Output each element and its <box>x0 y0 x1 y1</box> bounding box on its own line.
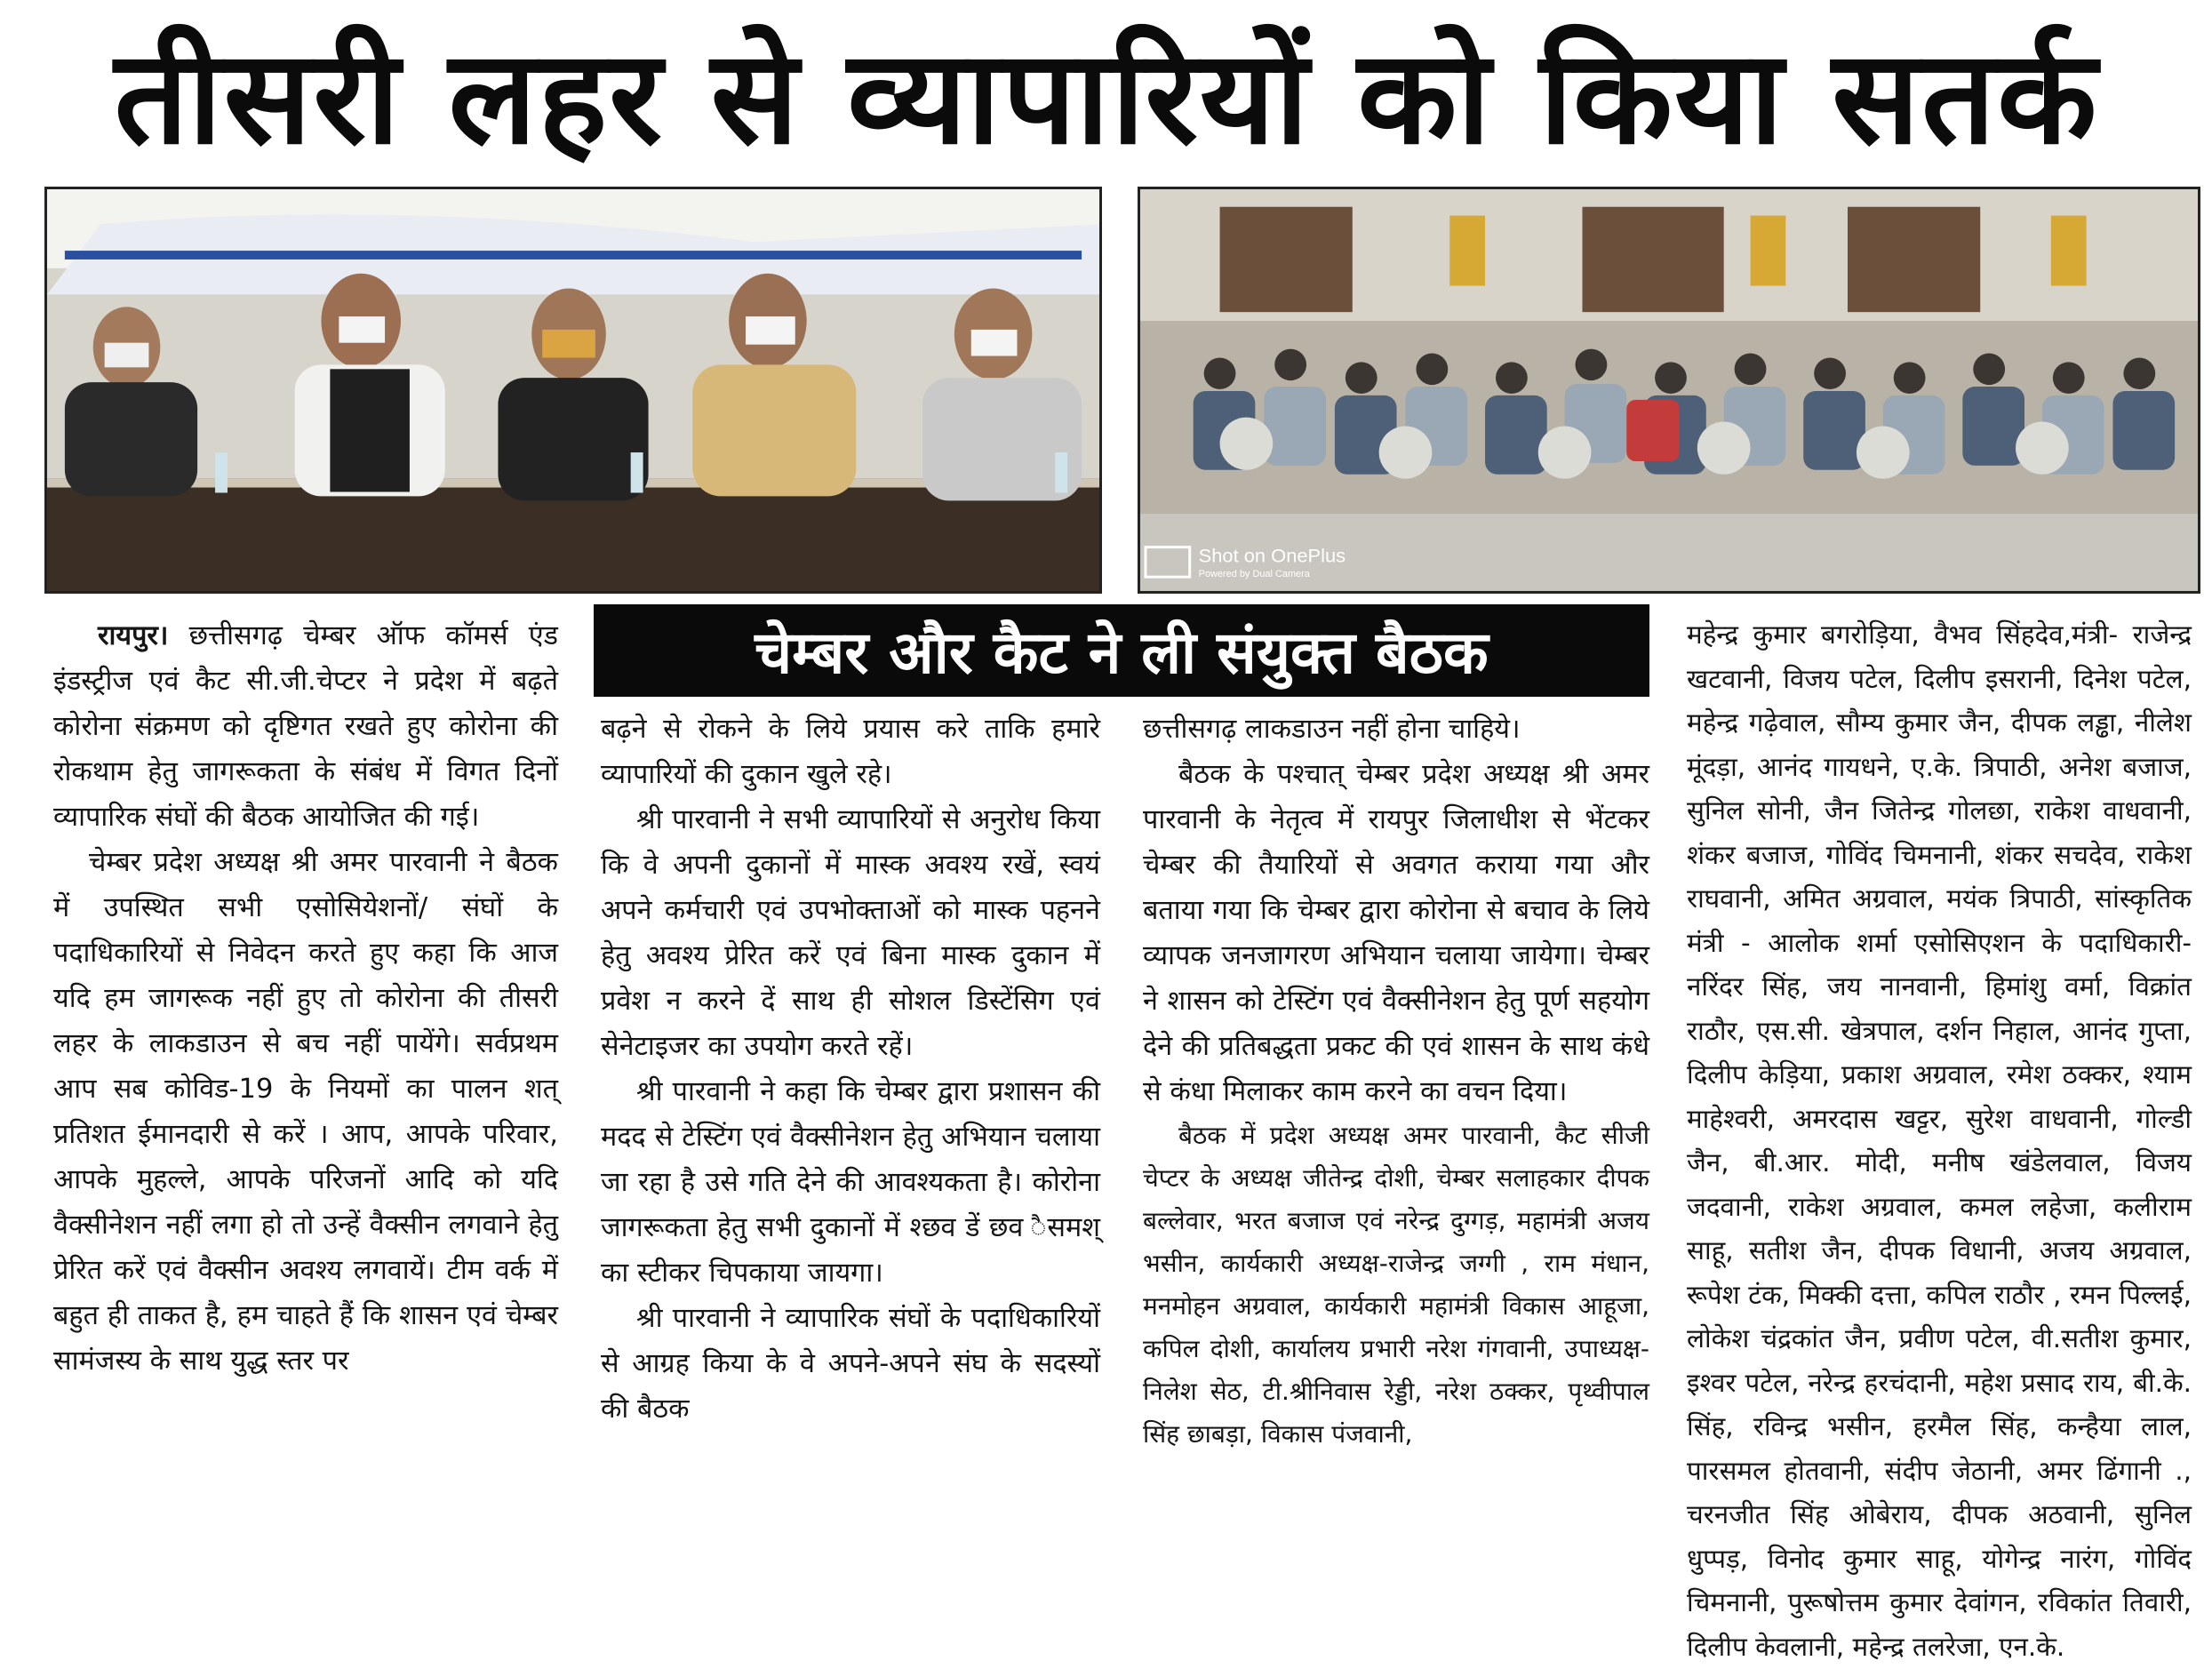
paragraph: महेन्द्र कुमार बगरोड़िया, वैभव सिंहदेव,मंत्री- राजेन्द्र खटवानी, विजय पटेल, दिलीप इसरानी, दिनेश पटेल, महेन्द्र गढ़ेवाल, सौम्य कुमार जैन, दीपक लड्ढा, नीलेश मूंदड़ा, आनंद गायधने, ए.के. त्रिपाठी, अनेश बजाज, सुनिल सोनी, जैन जितेन्द्र गोलछा, राकेश वाधवानी, शंकर बजाज, गोविंद चिमनानी, शंकर सचदेव, राकेश राघवानी, अमित अग्रवाल, मयंक त्रिपाठी, सांस्कृतिक मंत्री - आलोक शर्मा एसोसिएशन के पदाधिकारी- नरिंदर सिंह, जय नानवानी, हिमांशु वर्मा, विक्रांत राठौर, एस.सी. खेत्रपाल, दर्शन निहाल, आनंद गुप्ता, दिलीप केड़िया, प्रकाश अग्रवाल, रमेश ठक्कर, श्याम माहेश्वरी, अमरदास खट्टर, सुरेश वाधवानी, गोल्डी जैन, बी.आर. मोदी, मनीष खंडेलवाल, विजय जदवानी, राकेश अग्रवाल, कमल लहेजा, कलीराम साहू, सतीश जैन, दीपक विधानी, अजय अग्रवाल, रूपेश टंक, मिक्की दत्ता, कपिल राठौर , रमन पिल्लई, लोकेश चंद्रकांत जैन, प्रवीण पटेल, वी.सतीश कुमार, इश्वर पटेल, नरेन्द्र हरचंदानी, महेश प्रसाद राय, बी.के. सिंह, रविन्द्र भसीन, हरमैल सिंह, कन्हैया लाल, पारसमल होतवानी, संदीप जेठानी, अमर ढिंगानी ., चरनजीत सिंह ओबेराय, दीपक अठवानी, सुनिल धुप्पड़, विनोद कुमार साहू, योगेन्द्र नारंग, गोविंद चिमनानी, पुरूषोत्तम कुमार देवांगन, रविकांत तिवारी, दिलीप केवलानी, महेन्द्र तलरेजा, एन.के. <box>1687 619 2192 1662</box>
paragraph: श्री पारवानी ने सभी व्यापारियों से अनुरोध किया कि वे अपनी दुकानों में मास्क अवश्य रखें, स्वयं अपने कर्मचारी एवं उपभोक्ताओं को मास्क पहनने हेतु अवश्य प्रेरित करें एवं बिना मास्क दुकान में प्रवेश न करने दें साथ ही सोशल डिस्टेंसिग एवं सेनेटाइजर का उपयोग करते रहें। <box>601 804 1100 1062</box>
article-column-1 <box>53 613 558 1612</box>
paragraph: चेम्बर प्रदेश अध्यक्ष श्री अमर पारवानी ने बैठक में उपस्थित सभी एसोसियेशनों/ संघों के पदाधिकारियों से निवेदन करते हुए कहा कि आज यदि हम जागरूक नहीं हुए तो कोरोना की तीसरी लहर के लाकडाउन से बच नहीं पायेंगे। सर्वप्रथम आप सब कोविड-19 के नियमों का पालन शत् प्रतिशत ईमानदारी से करें । आप, आपके परिवार, आपके मुहल्ले, आपके परिजनों आदि को यदि वैक्सीनेशन नहीं लगा हो तो उन्हें वैक्सीन लगवाने हेतु प्रेरित करें एवं वैक्सीन अवश्य लगवायें। टीम वर्क में बहुत ही ताकत है, हम चाहते हैं कि शासन एवं चेम्बर सामंजस्य के साथ युद्ध स्तर पर <box>53 847 558 1377</box>
headline: तीसरी लहर से व्यापारियों को किया सतर्क <box>114 21 2099 173</box>
article-column-4 <box>1687 613 2192 1662</box>
paragraph: बढ़ने से रोकने के लिये प्रयास करे ताकि हमारे व्यापारियों की दुकान खुले रहे। <box>601 714 1100 790</box>
paragraph: छत्तीसगढ़ लाकडाउन नहीं होना चाहिये। <box>1143 714 1521 745</box>
audience-photo <box>1138 187 2200 594</box>
paragraph: बैठक के पश्चात् चेम्बर प्रदेश अध्यक्ष श्री अमर पारवानी के नेतृत्व में रायपुर जिलाधीश से भेंटकर चेम्बर की तैयारियों से अवगत कराया गया और बताया गया कि चेम्बर द्वारा कोरोना से बचाव के लिये व्यापक जनजागरण अभियान चलाया जायेगा। चेम्बर ने शासन को टेस्टिंग एवं वैक्सीनेशन हेतु पूर्ण सहयोग देने की प्रतिबद्धता प्रकट की एवं शासन के साथ कंधे से कंधा मिलाकर काम करने का वचन दिया। <box>1143 759 1649 1107</box>
paragraph: रायपुर। छत्तीसगढ़ चेम्बर ऑफ कॉमर्स एंड इंडस्ट्रीज एवं कैट सी.जी.चेप्टर ने प्रदेश में बढ़ते कोरोना संक्रमण को दृष्टिगत रखते हुए कोरोना की रोकथाम हेतु जागरूकता के संबंध में विगत दिनों व्यापारिक संघों की बैठक आयोजित की गई। <box>53 620 558 833</box>
dateline: रायपुर। <box>98 620 169 651</box>
paragraph: बैठक में प्रदेश अध्यक्ष अमर पारवानी, कैट सीजी चेप्टर के अध्यक्ष जीतेन्द्र दोशी, चेम्बर सलाहकार दीपक बल्लेवार, भरत बजाज एवं नरेन्द्र दुग्गड़, महामंत्री अजय भसीन, कार्यकारी अध्यक्ष-राजेन्द्र जग्गी , राम मंधान, मनमोहन अग्रवाल, कार्यकारी महामंत्री विकास आहूजा, कपिल दोशी, कार्यालय प्रभारी नरेश गंगवानी, उपाध्यक्ष-निलेश सेठ, टी.श्रीनिवास रेड्डी, नरेश ठक्कर, पृथ्वीपाल सिंह छाबड़ा, विकास पंजवानी, <box>1143 1121 1649 1449</box>
article-column-2 <box>601 707 1100 1612</box>
paragraph: श्री पारवानी ने कहा कि चेम्बर द्वारा प्रशासन की मदद से टेस्टिंग एवं वैक्सीनेशन हेतु अभियान चलाया जा रहा है उसे गति देने की आवश्यकता है। कोरोना जागरूकता हेतु सभी दुकानों में श्छव डें छव ैसमश् का स्टीकर चिपकाया जायगा। <box>601 1076 1100 1289</box>
audience-image <box>1140 189 2198 591</box>
press-conference-photo <box>44 187 1102 594</box>
watermark-text: Shot on OnePlus <box>1198 544 1346 567</box>
watermark-subtext: Powered by Dual Camera <box>1198 569 1310 580</box>
stage-panel-image <box>47 189 1099 591</box>
article-column-3 <box>1143 707 1649 1612</box>
subheadline: चेम्बर और कैट ने ली संयुक्त बैठक <box>594 604 1649 697</box>
paragraph: श्री पारवानी ने व्यापारिक संघों के पदाधिकारियों से आग्रह किया के वे अपने-अपने संघ के सदस्यों की बैठक <box>601 1303 1100 1425</box>
